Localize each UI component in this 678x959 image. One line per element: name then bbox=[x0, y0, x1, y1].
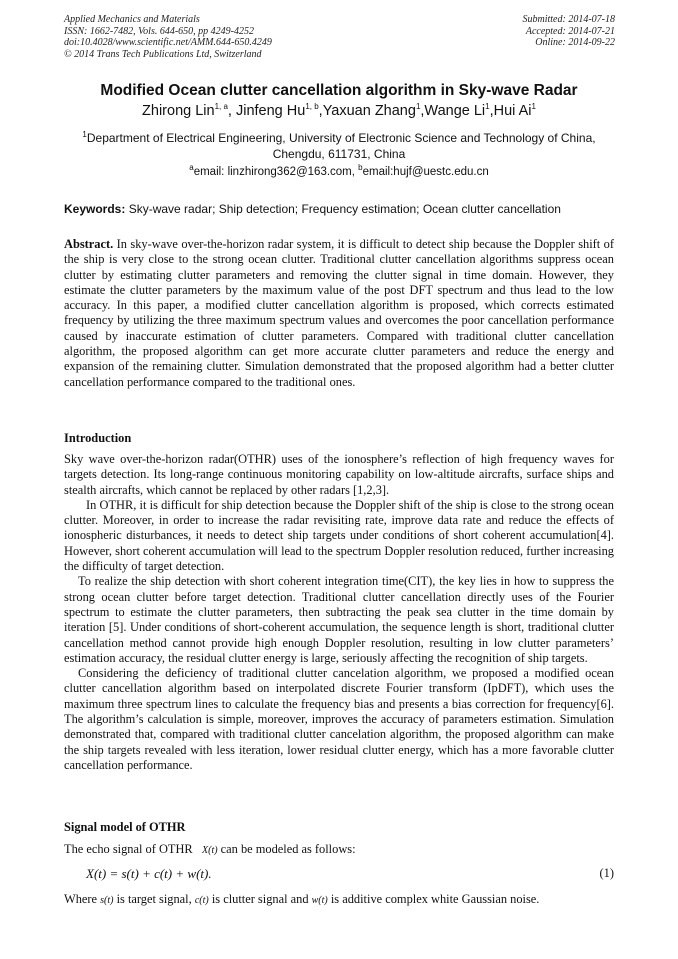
math-xt: X(t) bbox=[202, 845, 218, 856]
author-affil-sup: 1, a bbox=[214, 102, 228, 112]
author-affil-sup: 1 bbox=[415, 102, 421, 112]
email-b: email:hujf@uestc.edu.cn bbox=[362, 166, 489, 178]
where-text: is target signal, bbox=[116, 892, 192, 906]
introduction-body bbox=[64, 452, 614, 773]
online-date: Online: 2014-09-22 bbox=[535, 37, 615, 48]
email-line bbox=[0, 163, 678, 178]
issn-line: ISSN: 1662-7482, Vols. 644-650, pp 4249-4252 bbox=[64, 25, 254, 37]
where-line bbox=[64, 892, 614, 908]
keywords bbox=[64, 202, 614, 216]
intro-paragraph: To realize the ship detection with short coherent integration time(CIT), the key lies in how to suppress the strong ocean clutter before target detection. Traditional clutter cancellation directly uses of the Fourier spectrum to estimate the clutter parameters, then subtracting the peak sea clutter in the time domain by iteration [5]. Under conditions of short-coherent accumulation, the sequence length is short, traditional clutter cancellation method cannot provide high enough Doppler resolution, resulting in low clutter parameters’ estimation accuracy, the residual clutter energy is large, seriously affecting the recognition of ship targets. bbox=[64, 574, 614, 665]
dates-header bbox=[523, 14, 616, 49]
equation-number: (1) bbox=[599, 866, 614, 880]
keywords-label: Keywords: bbox=[64, 202, 126, 216]
author-name: Wange Li bbox=[424, 103, 486, 119]
math-wt: w(t) bbox=[311, 895, 328, 906]
abstract-text: In sky-wave over-the-horizon radar system, it is difficult to detect ship because the Doppler shift of the ship is very close to the strong ocean clutter. Traditional clutter cancellation algorithms suppress ocean clutter by estimating clutter parameters and removing the clutter signal in time domain. However, they estimate the clutter parameters by the maximum value of the post DFT spectrum and thus lead to the low accuracy. In this paper, a modified clutter cancellation algorithm is proposed, which corrects estimated frequency by utilizing the three maximum spectrum values and overcomes the poor cancellation performance caused by inaccurate estimation of clutter parameters. Compared with traditional clutter cancellation algorithm, the proposed algorithm can get more accurate clutter parameters and reduce the energy and expansion of the remaining clutter. Simulation demonstrated that the proposed algorithm had a better clutter cancellation performance compared to the traditional ones. bbox=[64, 237, 614, 389]
author-name: Hui Ai bbox=[493, 103, 532, 119]
author-affil-sup: 1, b bbox=[305, 102, 319, 112]
signal-intro-text: can be modeled as follows: bbox=[220, 842, 356, 856]
abstract bbox=[64, 237, 614, 390]
affiliation bbox=[64, 131, 614, 162]
accepted-date: Accepted: 2014-07-21 bbox=[525, 25, 615, 37]
signal-model-heading: Signal model of OTHR bbox=[64, 820, 186, 834]
where-text: Where bbox=[64, 892, 98, 906]
signal-intro-text: The echo signal of OTHR bbox=[64, 842, 193, 856]
email-a-sup: a bbox=[189, 163, 194, 173]
author-list: Zhirong Lin$^{1, a}$, Jinfeng Hu$^{1, b}$,Yaxuan Zhang$^1$,Wange Li$^1$,Hui Ai$^1$ bbox=[142, 102, 536, 119]
abstract-label: Abstract. bbox=[64, 237, 114, 251]
journal-header bbox=[64, 14, 272, 60]
keywords-text: Sky-wave radar; Ship detection; Frequency estimation; Ocean clutter cancellation bbox=[128, 202, 561, 216]
affil-sup: 1 bbox=[82, 130, 87, 139]
equation-1: X(t) = s(t) + c(t) + w(t). bbox=[86, 866, 212, 881]
where-text: is additive complex white Gaussian noise. bbox=[330, 892, 540, 906]
intro-paragraph: Considering the deficiency of traditional clutter cancelation algorithm, we proposed a modified ocean clutter cancellation algorithm based on interpolated discrete Fourier transform (IpDFT), which uses the maximum three spectrum lines to calculate the frequency bias and presents a bias correction for frequency[6]. The algorithm’s calculation is simple, moreover, improves the accuracy of parameters estimation. Simulation demonstrated that, compared with traditional clutter cancelation algorithm, the proposed algorithm can make the ship targets revealed with less iteration, lower residual clutter energy, which has a more favorable clutter cancellation performance. bbox=[64, 666, 614, 772]
paper-title: Modified Ocean clutter cancellation algorithm in Sky-wave Radar bbox=[100, 82, 578, 99]
affiliation-text: Department of Electrical Engineering, University of Electronic Science and Technology of China, Chengdu, 611731, China bbox=[86, 131, 596, 161]
author-affil-sup: 1 bbox=[485, 102, 490, 112]
journal-name: Applied Mechanics and Materials bbox=[64, 14, 200, 25]
email-b-sup: b bbox=[358, 163, 363, 173]
author-name: Jinfeng Hu bbox=[235, 103, 306, 119]
math-ct: c(t) bbox=[194, 895, 209, 906]
math-st: s(t) bbox=[100, 895, 114, 906]
email-a: email: linzhirong362@163.com, bbox=[193, 166, 355, 178]
author-name: Yaxuan Zhang bbox=[322, 103, 416, 119]
author-affil-sup: 1 bbox=[531, 102, 536, 112]
signal-model-intro bbox=[64, 842, 614, 858]
author-name: Zhirong Lin bbox=[142, 103, 215, 119]
submitted-date: Submitted: 2014-07-18 bbox=[522, 14, 615, 25]
intro-paragraph: In OTHR, it is difficult for ship detection because the Doppler shift of the ship is close to the strong ocean clutter. Moreover, in order to increase the radar revisiting rate, improve data rate and reduce the effects of ionospheric disturbances, it needs to detect ship targets under conditions of short coherent accumulation[4]. However, short coherent accumulation will lead to the spectrum Doppler resolution reduced, further increasing the difficulty of target detection. bbox=[64, 497, 614, 574]
where-text: is clutter signal and bbox=[211, 892, 309, 906]
copyright-line: © 2014 Trans Tech Publications Ltd, Switzerland bbox=[64, 48, 262, 60]
intro-paragraph: Sky wave over-the-horizon radar(OTHR) uses of the ionosphere’s reflection of high frequency waves for targets detection. Its long-range continuous monitoring capability on low-altitude aircrafts, surface ships and stealth aircrafts, which cannot be replaced by other radars [1,2,3]. bbox=[64, 452, 614, 497]
introduction-heading: Introduction bbox=[64, 431, 132, 445]
doi-line: doi:10.4028/www.scientific.net/AMM.644-650.4249 bbox=[64, 37, 272, 48]
